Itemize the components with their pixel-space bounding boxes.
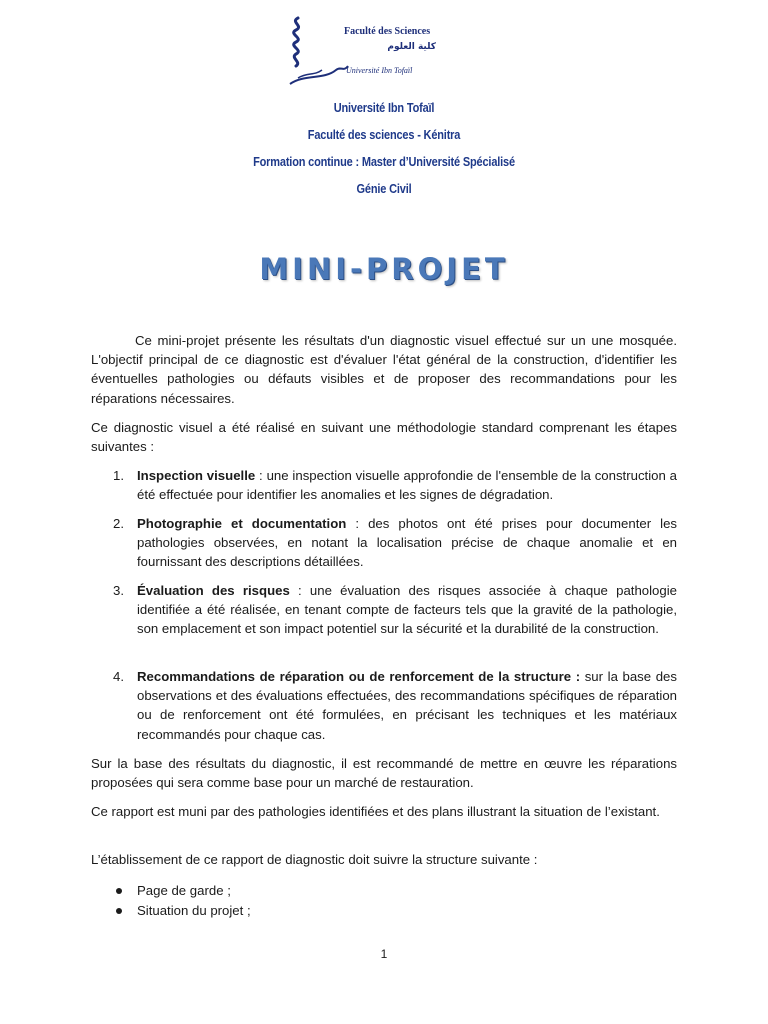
header-specialty: Génie Civil [356, 182, 412, 196]
logo-university-text: Université Ibn Tofaïl [346, 66, 413, 75]
logo-arabic-text: كلية العلوم [387, 42, 436, 52]
header-faculty: Faculté des sciences - Kénitra [307, 128, 461, 142]
step-title: Recommandations de réparation ou de renforcement de la structure : [137, 669, 581, 684]
step-number: 1. [113, 468, 124, 483]
list-item-bullet-1 [113, 881, 653, 900]
step-number: 3. [113, 583, 124, 598]
list-item-step-2 [91, 514, 677, 572]
bullet-icon [116, 888, 122, 894]
step-number: 2. [113, 516, 124, 531]
step-title: Inspection visuelle [137, 468, 256, 483]
list-item-step-1 [91, 466, 677, 504]
step-text: : une évaluation des risques associée à chaque pathologie identifiée a été réalisée, en tenant compte de facteurs tels que la gravité de la pathologie, son emplacement et son impact potentiel sur la sécurité et la durabilité de la construction. [137, 583, 677, 637]
list-item-step-3 [91, 581, 677, 639]
structure-paragraph: L’établissement de ce rapport de diagnostic doit suivre la structure suivante : [91, 852, 538, 867]
step-number: 4. [113, 669, 124, 684]
logo-faculty-text: Faculté des Sciences [344, 26, 431, 37]
list-item-bullet-2 [113, 901, 653, 920]
university-logo [284, 14, 440, 90]
step-text: : des photos ont été prises pour documenter les pathologies observées, en notant la localisation précise de chaque anomalie et en fournissant des descriptions détaillées. [137, 516, 678, 570]
step-title: Photographie et documentation [137, 516, 347, 531]
page-number: 1 [380, 947, 388, 961]
method-paragraph: Ce diagnostic visuel a été réalisé en suivant une méthodologie standard comprenant les étapes suivantes : [91, 420, 677, 455]
bullet-text: Situation du projet ; [137, 903, 251, 918]
step-title: Évaluation des risques [137, 583, 290, 598]
bullet-icon [116, 908, 122, 914]
intro-paragraph: Ce mini-projet présente les résultats d'un diagnostic visuel effectué sur un une mosquée. L'objectif principal de ce diagnostic est d'évaluer l'état général de la construction, d'identifier les éventuelles pathologies ou défauts visibles et de proposer des recommandations pour les réparations nécessaires. [91, 333, 677, 406]
header-formation: Formation continue : Master d’Université Spécialisé [253, 155, 515, 169]
step-text: sur la base des observations et des évaluations effectuées, des recommandations spécifiques de réparation ou de renforcement ont été formulées, en précisant les techniques et les matériaux recommandés pour chaque cas. [137, 669, 677, 742]
report-paragraph: Ce rapport est muni par des pathologies identifiées et des plans illustrant la situation de l’existant. [91, 804, 660, 819]
page-title: MINI-PROJET [259, 252, 509, 286]
list-item-step-4 [91, 667, 677, 744]
header-university: Université Ibn Tofaïl [333, 101, 435, 115]
step-text: : une inspection visuelle approfondie de l'ensemble de la construction a été effectuée pour identifier les anomalies et les signes de dégradation. [137, 468, 677, 503]
bullet-text: Page de garde ; [137, 883, 231, 898]
conclusion-paragraph: Sur la base des résultats du diagnostic, il est recommandé de mettre en œuvre les réparations proposées qui sera comme base pour un marché de restauration. [91, 756, 677, 791]
